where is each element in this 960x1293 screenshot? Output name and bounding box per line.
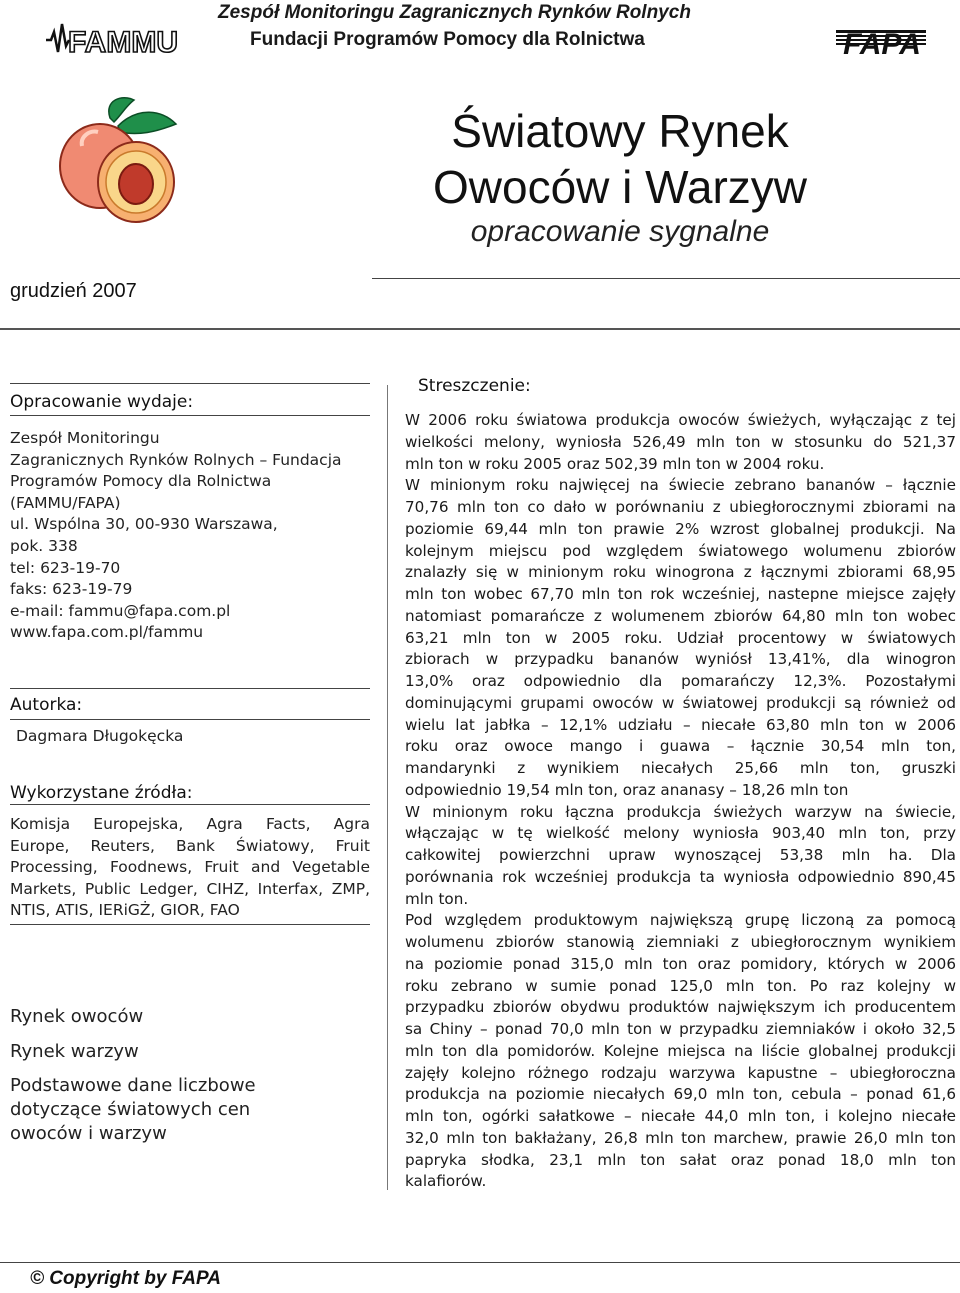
toc-vegetable-market[interactable]: Rynek warzyw: [10, 1041, 139, 1062]
summary-line: produkcja na poziomie niecałych 69,0 mln ton, cebula – ponad 61,6: [405, 1085, 956, 1104]
author-name: Dagmara Długokęcka: [16, 727, 184, 745]
divider-sources-top: [10, 804, 370, 805]
summary-line: sa Chiny – ponad 70,0 mln ton w przypadku ziemniaków i około 32,5: [405, 1020, 956, 1038]
sources-list: [10, 814, 370, 922]
summary-line: kalafiorów.: [405, 1172, 487, 1191]
summary-line: 70,76 mln ton co dało w porównaniu z ubiegłorocznymi zbiorami na: [405, 498, 956, 516]
sources-line: NTIS, ATIS, IERiGŻ, GIOR, FAO: [10, 901, 240, 920]
publisher-website[interactable]: www.fapa.com.pl/fammu: [10, 623, 204, 642]
summary-line: W minionym roku najwięcej na świecie zebrano bananów – łącznie: [405, 476, 956, 495]
publisher-fax: faks: 623-19-79: [10, 580, 133, 599]
fammu-logo: [44, 18, 178, 59]
publisher-line: Programów Pomocy dla Rolnictwa: [10, 472, 272, 491]
summary-body: [405, 410, 956, 1193]
summary-line: na poziomie ponad 315,0 mln ton oraz pomidory, których w 2006: [405, 954, 956, 973]
toc-price-data-line: dotyczące światowych cen: [10, 1099, 251, 1120]
publisher-email[interactable]: e-mail: fammu@fapa.com.pl: [10, 601, 231, 620]
publisher-heading: Opracowanie wydaje:: [10, 392, 194, 412]
summary-line: przypadku zbiorów obydwu produktów największym ich producentem: [405, 998, 956, 1017]
publisher-info: [10, 428, 370, 644]
page-title-line2: Owoców i Warzyw: [433, 161, 807, 213]
summary-line: 63,21 mln ton w 2005 roku. Udział procentowy w światowych: [405, 628, 956, 647]
sources-line: Europe, Reuters, Bank Światowy, Fruit: [10, 836, 370, 855]
divider-author-top: [10, 688, 370, 689]
summary-line: zajęły kolejno różnego rodzaju warzywa kapustne – ubiegłoroczna: [405, 1063, 956, 1082]
summary-line: znalazły się w minionym roku winogrona z łącznymi zbiorami 68,95: [405, 563, 956, 582]
publisher-room: pok. 338: [10, 536, 78, 555]
column-divider: [387, 385, 388, 1190]
summary-line: porównania rok wcześniej produkcja ta wyniosła odpowiednio 890,45: [405, 867, 956, 886]
summary-line: wielu lat jabłka – 12,1% udziału – niecałe 63,80 mln ton w 2006: [405, 715, 956, 734]
summary-heading: Streszczenie:: [418, 376, 531, 396]
sources-line: Processing, Foodnews, Fruit and Vegetable: [10, 858, 370, 877]
summary-line: mln ton, ogórki sałatkowe – niecałe 44,0 mln ton, i kolejno niecałe: [405, 1107, 956, 1125]
svg-text:FAMMU: FAMMU: [68, 26, 178, 59]
summary-line: W minionym roku łączna produkcja świeżych warzyw na świecie,: [405, 802, 956, 821]
divider-title: [372, 278, 960, 279]
copyright-notice: © Copyright by FAPA: [30, 1268, 221, 1289]
sources-heading: Wykorzystane źródła:: [10, 783, 193, 803]
summary-line: włączając w tę wielkość melony wyniosła 903,40 mln ton, przy: [405, 824, 956, 843]
summary-line: roku zebrano w sumie ponad 125,0 mln ton. Po raz kolejny w: [405, 976, 956, 995]
header-title-line1: Zespół Monitoringu Zagranicznych Rynków Rolnych: [218, 2, 691, 23]
sources-line: Markets, Public Ledger, CIHZ, Interfax, ZMP,: [10, 879, 370, 898]
publisher-address: ul. Wspólna 30, 00-930 Warszawa,: [10, 515, 278, 534]
divider-header: [0, 328, 960, 330]
summary-line: kolejnym miejscu pod względem światowego wolumenu zbiorów: [405, 541, 956, 560]
divider-publisher-bottom: [10, 415, 370, 416]
summary-line: mln ton w roku 2005 oraz 502,39 mln ton w 2004 roku.: [405, 454, 825, 473]
summary-line: natomiast pomarańcze z wolumenem zbiorów 64,80 mln ton wobec: [405, 606, 956, 625]
summary-line: mln ton dla pomidorów. Kolejne miejsca na liście globalnej produkcji: [405, 1041, 956, 1060]
publisher-line: Zagranicznych Rynków Rolnych – Fundacja: [10, 450, 342, 469]
sources-line: Komisja Europejska, Agra Facts, Agra: [10, 815, 370, 833]
divider-author-bottom: [10, 719, 370, 720]
header-title-line2: Fundacji Programów Pomocy dla Rolnictwa: [250, 29, 645, 50]
summary-line: zbiorach w przypadku bananów wyniósł 13,41%, dla winogron: [405, 650, 956, 669]
summary-line: papryka słodka, 23,1 mln ton sałat oraz ponad 18,0 mln ton: [405, 1150, 956, 1169]
summary-line: W 2006 roku światowa produkcja owoców świeżych, wyłączając z tej: [405, 411, 956, 429]
divider-sources-bottom: [10, 924, 370, 925]
publisher-phone: tel: 623-19-70: [10, 558, 121, 577]
summary-line: odpowiednio 19,54 mln ton, oraz ananasy – 18,26 mln ton: [405, 780, 849, 799]
summary-line: wolumenu zbiorów stanowią ziemniaki z ubiegłorocznym wynikiem: [405, 933, 956, 951]
peach-illustration: [52, 96, 182, 228]
summary-line: wielkości melony, wyniosła 526,49 mln ton w stosunku do 521,37: [405, 432, 956, 451]
divider-footer: [0, 1262, 960, 1263]
page-title-line1: Światowy Rynek: [451, 105, 789, 157]
fapa-logo: [836, 24, 928, 61]
page-subtitle: opracowanie sygnalne: [470, 215, 770, 248]
summary-line: poziomie 69,44 mln ton prawie 2% wzrost globalnej produkcji. Na: [405, 519, 956, 538]
summary-line: mln ton.: [405, 889, 469, 908]
summary-line: mln ton wobec 67,70 mln ton rok wcześniej, nastepne miejsce zajęły: [405, 585, 956, 603]
publisher-line: (FAMMU/FAPA): [10, 493, 121, 512]
summary-line: 13,0% oraz odpowiednio dla pomarańczy 12,3%. Pozostałymi: [405, 672, 956, 690]
summary-line: roku oraz owoce mango i guawa – łącznie 30,54 mln ton,: [405, 737, 956, 756]
toc-price-data-line: owoców i warzyw: [10, 1123, 167, 1144]
summary-line: dominującymi grupami owoców w światowej produkcji są również od: [405, 693, 956, 712]
author-heading: Autorka:: [10, 695, 83, 715]
divider-publisher-top: [10, 383, 370, 384]
publisher-line: Zespół Monitoringu: [10, 429, 160, 447]
svg-text:FAPA: FAPA: [843, 28, 921, 61]
toc-price-data[interactable]: [10, 1074, 256, 1146]
summary-line: całkowitej powierzchni upraw wynoszącej 53,38 mln ha. Dla: [405, 846, 956, 864]
publication-date: grudzień 2007: [10, 280, 137, 302]
summary-line: Pod względem produktowym największą grupę liczoną za pomocą: [405, 911, 956, 930]
summary-line: 32,0 mln ton bakłażany, 26,8 mln ton marchew, prawie 26,0 mln ton: [405, 1128, 956, 1147]
summary-line: mandarynki z wynikiem niecałych 25,66 mln ton, gruszki: [405, 759, 956, 777]
toc-price-data-line: Podstawowe dane liczbowe: [10, 1075, 256, 1096]
toc-fruit-market[interactable]: Rynek owoców: [10, 1006, 144, 1027]
